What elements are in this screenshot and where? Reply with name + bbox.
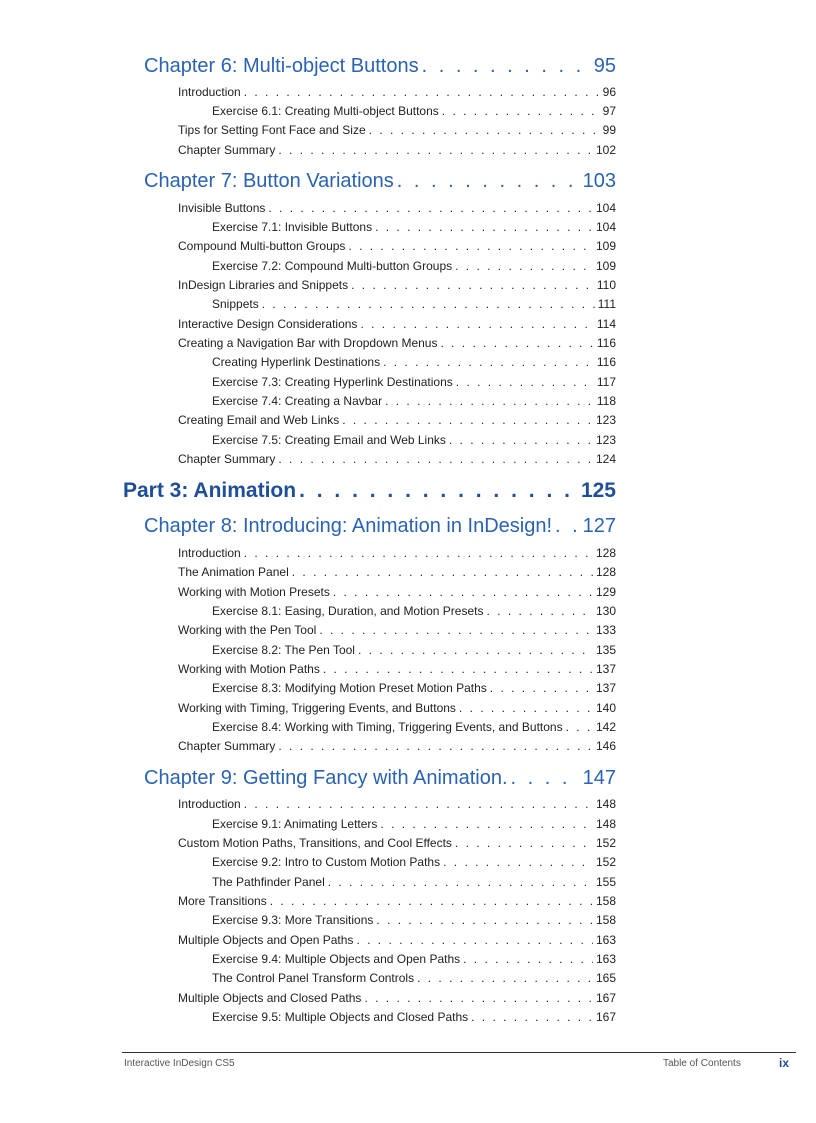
- toc-page: 147: [582, 767, 616, 789]
- toc-section[interactable]: [178, 739, 616, 753]
- toc-label: Interactive Design Considerations: [178, 317, 358, 331]
- toc-subsection[interactable]: [212, 259, 616, 273]
- toc-label: Chapter 9: Getting Fancy with Animation.: [144, 767, 508, 789]
- leader-dots: [375, 220, 593, 234]
- toc-label: Part 3: Animation: [123, 479, 297, 502]
- toc-label: Custom Motion Paths, Transitions, and Cool Effects: [178, 836, 452, 850]
- toc-label: Exercise 6.1: Creating Multi-object Buttons: [212, 104, 439, 118]
- toc-subsection[interactable]: [212, 681, 616, 695]
- toc-chapter[interactable]: [144, 767, 616, 790]
- toc-label: Exercise 9.1: Animating Letters: [212, 817, 378, 831]
- footer-page-number: ix: [779, 1056, 790, 1070]
- leader-dots: [299, 479, 578, 503]
- toc-page: 152: [595, 836, 616, 850]
- leader-dots: [380, 817, 593, 831]
- leader-dots: [278, 452, 593, 466]
- leader-dots: [328, 875, 593, 889]
- toc-page: 137: [595, 662, 616, 676]
- toc-section[interactable]: [178, 894, 616, 908]
- toc-page: 103: [582, 170, 616, 192]
- toc-label: Chapter 8: Introducing: Animation in InDesign!: [144, 515, 553, 537]
- leader-dots: [486, 604, 592, 618]
- toc-page: 128: [595, 565, 616, 579]
- leader-dots: [262, 297, 595, 311]
- leader-dots: [440, 336, 593, 350]
- toc-section[interactable]: [178, 85, 616, 99]
- leader-dots: [383, 355, 594, 369]
- toc-chapter[interactable]: [144, 170, 616, 193]
- toc-page: 127: [582, 515, 616, 537]
- toc-label: Exercise 9.2: Intro to Custom Motion Paths: [212, 855, 441, 869]
- toc-page: 152: [595, 855, 616, 869]
- toc-label: Tips for Setting Font Face and Size: [178, 123, 366, 137]
- toc-label: Exercise 8.4: Working with Timing, Triggering Events, and Buttons: [212, 720, 563, 734]
- toc-page: 128: [595, 546, 616, 560]
- toc-part[interactable]: [123, 479, 616, 503]
- toc-label: Exercise 9.3: More Transitions: [212, 913, 374, 927]
- toc-section[interactable]: [178, 585, 616, 599]
- toc-label: Exercise 8.1: Easing, Duration, and Motion Presets: [212, 604, 484, 618]
- leader-dots: [358, 643, 593, 657]
- leader-dots: [270, 894, 593, 908]
- toc-label: Multiple Objects and Open Paths: [178, 933, 354, 947]
- toc-label: Chapter 6: Multi-object Buttons: [144, 55, 419, 77]
- toc-page: 95: [593, 55, 616, 77]
- leader-dots: [417, 971, 593, 985]
- toc-page: 142: [595, 720, 616, 734]
- toc-page: 137: [595, 681, 616, 695]
- toc-page: 96: [602, 85, 616, 99]
- leader-dots: [463, 952, 593, 966]
- toc-subsection[interactable]: [212, 375, 616, 389]
- toc-page: 158: [595, 913, 616, 927]
- toc-page: 104: [595, 220, 616, 234]
- toc-section[interactable]: [178, 278, 616, 292]
- toc-label: Snippets: [212, 297, 259, 311]
- footer-divider: [122, 1052, 796, 1053]
- toc-subsection[interactable]: [212, 297, 616, 311]
- toc-page: 109: [595, 259, 616, 273]
- toc-label: Exercise 9.4: Multiple Objects and Open Paths: [212, 952, 461, 966]
- toc-page: 110: [596, 278, 616, 292]
- toc-page: 117: [596, 375, 616, 389]
- leader-dots: [455, 836, 593, 850]
- toc-page: 140: [595, 701, 616, 715]
- leader-dots: [268, 201, 593, 215]
- toc-page: 97: [602, 104, 616, 118]
- toc-subsection[interactable]: [212, 355, 616, 369]
- leader-dots: [397, 170, 580, 193]
- toc-label: Chapter Summary: [178, 143, 276, 157]
- toc-label: Compound Multi-button Groups: [178, 239, 346, 253]
- leader-dots: [422, 55, 591, 78]
- toc-section[interactable]: [178, 336, 616, 350]
- leader-dots: [443, 855, 593, 869]
- toc-page: 123: [595, 413, 616, 427]
- leader-dots: [459, 701, 593, 715]
- toc-subsection[interactable]: [212, 971, 616, 985]
- toc-page: 114: [596, 317, 616, 331]
- toc-page: 163: [595, 952, 616, 966]
- toc-page: 116: [596, 336, 616, 350]
- toc-section[interactable]: [178, 143, 616, 157]
- toc-subsection[interactable]: [212, 433, 616, 447]
- toc-label: Introduction: [178, 546, 241, 560]
- toc-subsection[interactable]: [212, 643, 616, 657]
- toc-section[interactable]: [178, 662, 616, 676]
- toc-page: 125: [580, 479, 616, 502]
- toc-chapter[interactable]: [144, 515, 616, 538]
- leader-dots: [244, 797, 593, 811]
- leader-dots: [351, 278, 594, 292]
- toc-label: Working with the Pen Tool: [178, 623, 317, 637]
- toc-label: Introduction: [178, 797, 241, 811]
- leader-dots: [449, 433, 593, 447]
- toc-subsection[interactable]: [212, 1010, 616, 1024]
- leader-dots: [364, 991, 593, 1005]
- toc-page: 158: [595, 894, 616, 908]
- toc-page: 104: [595, 201, 616, 215]
- toc-page: 146: [595, 739, 616, 753]
- leader-dots: [244, 546, 593, 560]
- toc-section[interactable]: [178, 933, 616, 947]
- toc-label: Creating Hyperlink Destinations: [212, 355, 381, 369]
- leader-dots: [319, 623, 593, 637]
- toc-section[interactable]: [178, 317, 616, 331]
- toc-subsection[interactable]: [212, 952, 616, 966]
- toc-label: Working with Motion Presets: [178, 585, 330, 599]
- toc-label: Multiple Objects and Closed Paths: [178, 991, 362, 1005]
- leader-dots: [348, 239, 593, 253]
- toc-label: Chapter Summary: [178, 452, 276, 466]
- toc-subsection[interactable]: [212, 855, 616, 869]
- toc-subsection[interactable]: [212, 104, 616, 118]
- toc-label: Chapter 7: Button Variations: [144, 170, 394, 192]
- footer-book-title: Interactive InDesign CS5: [124, 1058, 235, 1069]
- toc-section[interactable]: [178, 413, 616, 427]
- toc-section[interactable]: [178, 123, 616, 137]
- toc-subsection[interactable]: [212, 817, 616, 831]
- leader-dots: [376, 913, 593, 927]
- toc-label: Introduction: [178, 85, 241, 99]
- leader-dots: [566, 720, 593, 734]
- toc-page: 130: [595, 604, 616, 618]
- leader-dots: [278, 739, 593, 753]
- toc-chapter[interactable]: [144, 55, 616, 78]
- toc-section[interactable]: [178, 991, 616, 1005]
- toc-label: The Pathfinder Panel: [212, 875, 325, 889]
- leader-dots: [442, 104, 600, 118]
- toc-page: 163: [595, 933, 616, 947]
- toc-page: 124: [595, 452, 616, 466]
- toc-label: Working with Timing, Triggering Events, and Buttons: [178, 701, 456, 715]
- toc-label: Creating Email and Web Links: [178, 413, 340, 427]
- toc-page: 118: [596, 394, 616, 408]
- toc-label: Exercise 8.3: Modifying Motion Preset Motion Paths: [212, 681, 487, 695]
- leader-dots: [555, 515, 580, 538]
- toc-page: 155: [595, 875, 616, 889]
- toc-label: Exercise 7.2: Compound Multi-button Groups: [212, 259, 453, 273]
- toc-section[interactable]: [178, 201, 616, 215]
- toc-section[interactable]: [178, 623, 616, 637]
- toc-page: 99: [602, 123, 616, 137]
- toc-subsection[interactable]: [212, 913, 616, 927]
- leader-dots: [456, 375, 594, 389]
- toc-label: InDesign Libraries and Snippets: [178, 278, 349, 292]
- toc-label: Chapter Summary: [178, 739, 276, 753]
- toc-page: 123: [595, 433, 616, 447]
- toc-section[interactable]: [178, 239, 616, 253]
- footer-section-title: Table of Contents: [663, 1058, 741, 1069]
- toc-subsection[interactable]: [212, 720, 616, 734]
- toc-subsection[interactable]: [212, 220, 616, 234]
- toc-page: 148: [595, 817, 616, 831]
- toc-page: 102: [595, 143, 616, 157]
- toc-label: Invisible Buttons: [178, 201, 266, 215]
- toc-label: Exercise 8.2: The Pen Tool: [212, 643, 355, 657]
- leader-dots: [455, 259, 593, 273]
- leader-dots: [244, 85, 600, 99]
- toc-section[interactable]: [178, 452, 616, 466]
- leader-dots: [356, 933, 593, 947]
- toc-subsection[interactable]: [212, 875, 616, 889]
- leader-dots: [490, 681, 593, 695]
- leader-dots: [385, 394, 594, 408]
- toc-page: 111: [597, 297, 616, 311]
- toc-page: 165: [595, 971, 616, 985]
- toc-label: The Animation Panel: [178, 565, 289, 579]
- toc-page: 109: [595, 239, 616, 253]
- leader-dots: [511, 767, 580, 790]
- toc-page: 116: [596, 355, 616, 369]
- toc-page: 167: [595, 1010, 616, 1024]
- toc-section[interactable]: [178, 565, 616, 579]
- toc-label: Working with Motion Paths: [178, 662, 320, 676]
- toc-label: Creating a Navigation Bar with Dropdown Menus: [178, 336, 438, 350]
- leader-dots: [278, 143, 593, 157]
- toc-section[interactable]: [178, 546, 616, 560]
- toc-label: Exercise 7.5: Creating Email and Web Links: [212, 433, 446, 447]
- toc-label: Exercise 7.3: Creating Hyperlink Destinations: [212, 375, 453, 389]
- leader-dots: [333, 585, 593, 599]
- leader-dots: [369, 123, 600, 137]
- toc-label: Exercise 7.4: Creating a Navbar: [212, 394, 383, 408]
- toc-section[interactable]: [178, 701, 616, 715]
- toc-subsection[interactable]: [212, 604, 616, 618]
- toc-section[interactable]: [178, 797, 616, 811]
- leader-dots: [323, 662, 593, 676]
- toc-section[interactable]: [178, 836, 616, 850]
- toc-page: 167: [595, 991, 616, 1005]
- toc-label: Exercise 7.1: Invisible Buttons: [212, 220, 373, 234]
- toc-page: 148: [595, 797, 616, 811]
- toc-label: More Transitions: [178, 894, 267, 908]
- leader-dots: [471, 1010, 593, 1024]
- toc-subsection[interactable]: [212, 394, 616, 408]
- toc-page: 135: [595, 643, 616, 657]
- toc-page: 129: [595, 585, 616, 599]
- toc-label: Exercise 9.5: Multiple Objects and Closed Paths: [212, 1010, 469, 1024]
- toc-page: 133: [595, 623, 616, 637]
- toc-label: The Control Panel Transform Controls: [212, 971, 415, 985]
- leader-dots: [342, 413, 593, 427]
- leader-dots: [360, 317, 593, 331]
- leader-dots: [292, 565, 593, 579]
